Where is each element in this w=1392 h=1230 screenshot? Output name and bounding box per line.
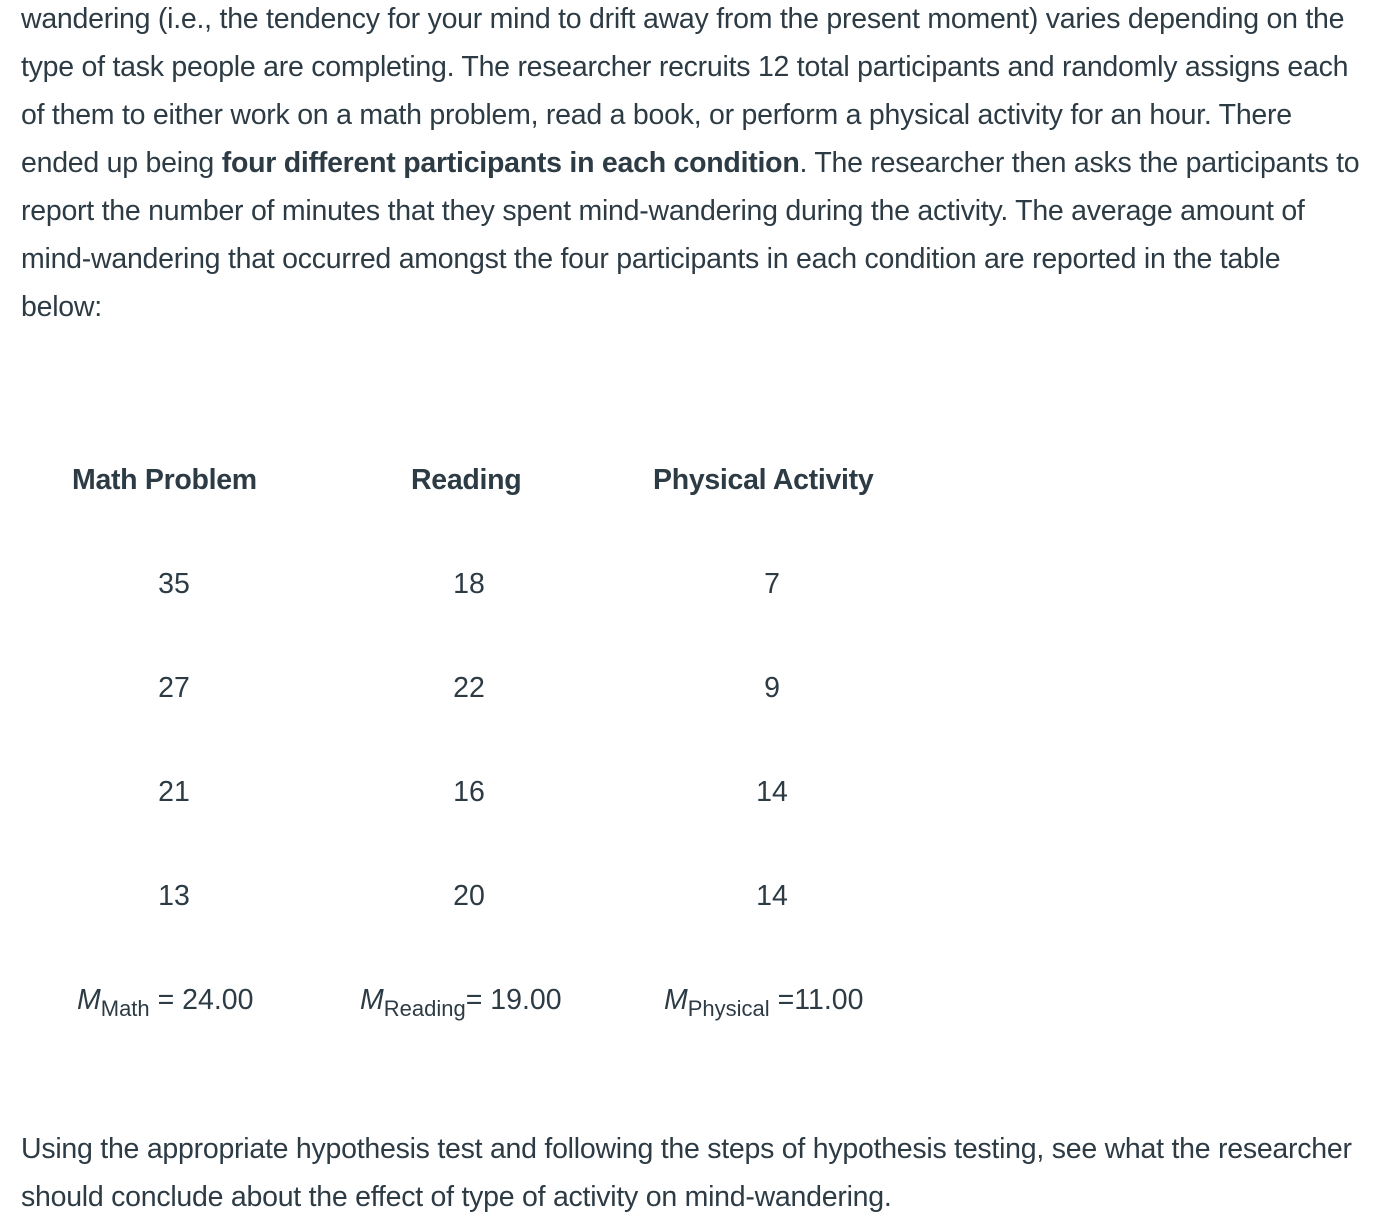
reading-value-3: 16 (453, 776, 485, 808)
mean-reading (360, 980, 562, 1020)
header-reading: Reading (411, 464, 522, 496)
intro-bold-text: four different participants in each condition (221, 147, 800, 179)
question-text: Using the appropriate hypothesis test and following the steps of hypothesis testing, see what the researcher should conclude about the effect of type of activity on mind-wandering. (21, 1133, 1352, 1213)
header-physical-activity: Physical Activity (653, 464, 874, 496)
reading-value-2: 22 (453, 672, 485, 704)
intro-text-1: wandering (i.e., the tendency for your mind to drift away from the present moment) varies depending on the type of task people are completing. The researcher recruits 12 total participants and randomly assigns each of them to either work on a math problem, read a book, or perform a physical activity for an hour. There ended up being (21, 3, 1349, 179)
problem-intro (21, 0, 1361, 331)
mean-subscript: Reading (383, 996, 466, 1021)
mean-math (77, 980, 253, 1020)
mean-subscript: Math (100, 996, 150, 1021)
mean-physical (664, 980, 863, 1020)
physical-value-4: 14 (756, 880, 788, 912)
mean-value: = 19.00 (465, 984, 562, 1016)
math-value-4: 13 (158, 880, 190, 912)
math-value-2: 27 (158, 672, 190, 704)
intro-text-2: . The researcher then asks the participants to report the number of minutes that they spent mind-wandering during the activity. The average amount of mind-wandering that occurred amongst the four participants in each condition are reported in the table below: (21, 147, 1360, 323)
mean-symbol: M (360, 984, 384, 1016)
physical-value-3: 14 (756, 776, 788, 808)
math-value-3: 21 (158, 776, 190, 808)
mean-value: = 24.00 (149, 984, 254, 1016)
mean-value: =11.00 (769, 984, 864, 1016)
reading-value-4: 20 (453, 880, 485, 912)
math-value-1: 35 (158, 568, 190, 600)
mean-symbol: M (664, 984, 688, 1016)
physical-value-2: 9 (764, 672, 780, 704)
mean-subscript: Physical (687, 996, 770, 1021)
reading-value-1: 18 (453, 568, 485, 600)
physical-value-1: 7 (764, 568, 780, 600)
header-math-problem: Math Problem (72, 464, 257, 496)
mean-symbol: M (77, 984, 101, 1016)
